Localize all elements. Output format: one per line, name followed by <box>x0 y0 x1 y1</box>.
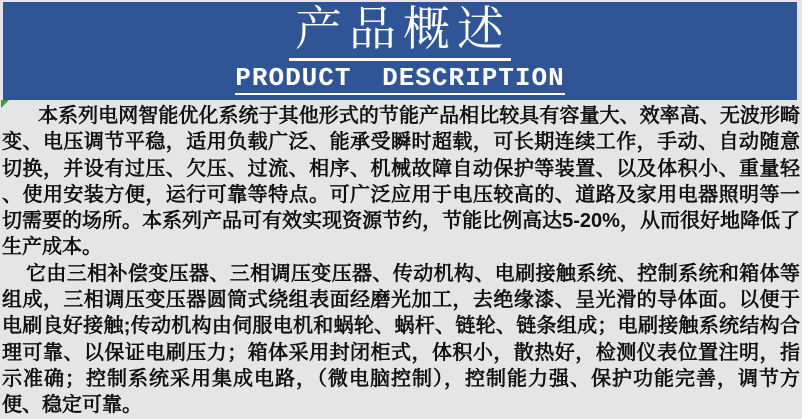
body-line: 切需要的场所。本系列产品可有效实现资源节约，节能比例高达5-20%，从而很好地降低了 <box>2 210 800 233</box>
description-body <box>2 103 800 419</box>
body-line: 组成，三相调压变压器圆筒式绕组表面经磨光加工，去绝缘漆、呈光滑的导体面。以便于 <box>2 289 800 312</box>
body-line: 生产成本。 <box>2 236 102 259</box>
header-banner <box>3 2 797 100</box>
body-line: 示准确；控制系统采用集成电路，（微电脑控制），控制能力强、保护功能完善，调节方 <box>2 367 800 390</box>
body-line: 它由三相补偿变压器、三相调压变压器、传动机构、电刷接触系统、控制系统和箱体等 <box>26 262 800 285</box>
body-line: 、使用安装方便，运行可靠等特点。可广泛应用于电压较高的、道路及家用电器照明等一 <box>2 183 800 206</box>
page-title-chinese: 产品概述 <box>289 5 511 61</box>
body-line: 切换，并设有过压、欠压、过流、相序、机械故障自动保护等装置、以及体积小、重量轻 <box>2 157 800 180</box>
body-line: 本系列电网智能优化系统于其他形式的节能产品相比较具有容量大、效率高、无波形畸 <box>38 105 800 127</box>
body-line: 便、稳定可靠。 <box>2 394 142 417</box>
page-title-english: PRODUCT DESCRIPTION <box>235 65 564 95</box>
body-line: 变、电压调节平稳，适用负载广泛、能承受瞬时超载，可长期连续工作，手动、自动随意 <box>2 131 800 154</box>
body-line: 电刷良好接触;传动机构由伺服电机和蜗轮、蜗杆、链轮、链条组成；电刷接触系统结构合 <box>2 315 800 338</box>
body-line: 理可靠、以保证电刷压力；箱体采用封闭柜式，体积小，散热好，检测仪表位置注明，指 <box>2 341 800 364</box>
